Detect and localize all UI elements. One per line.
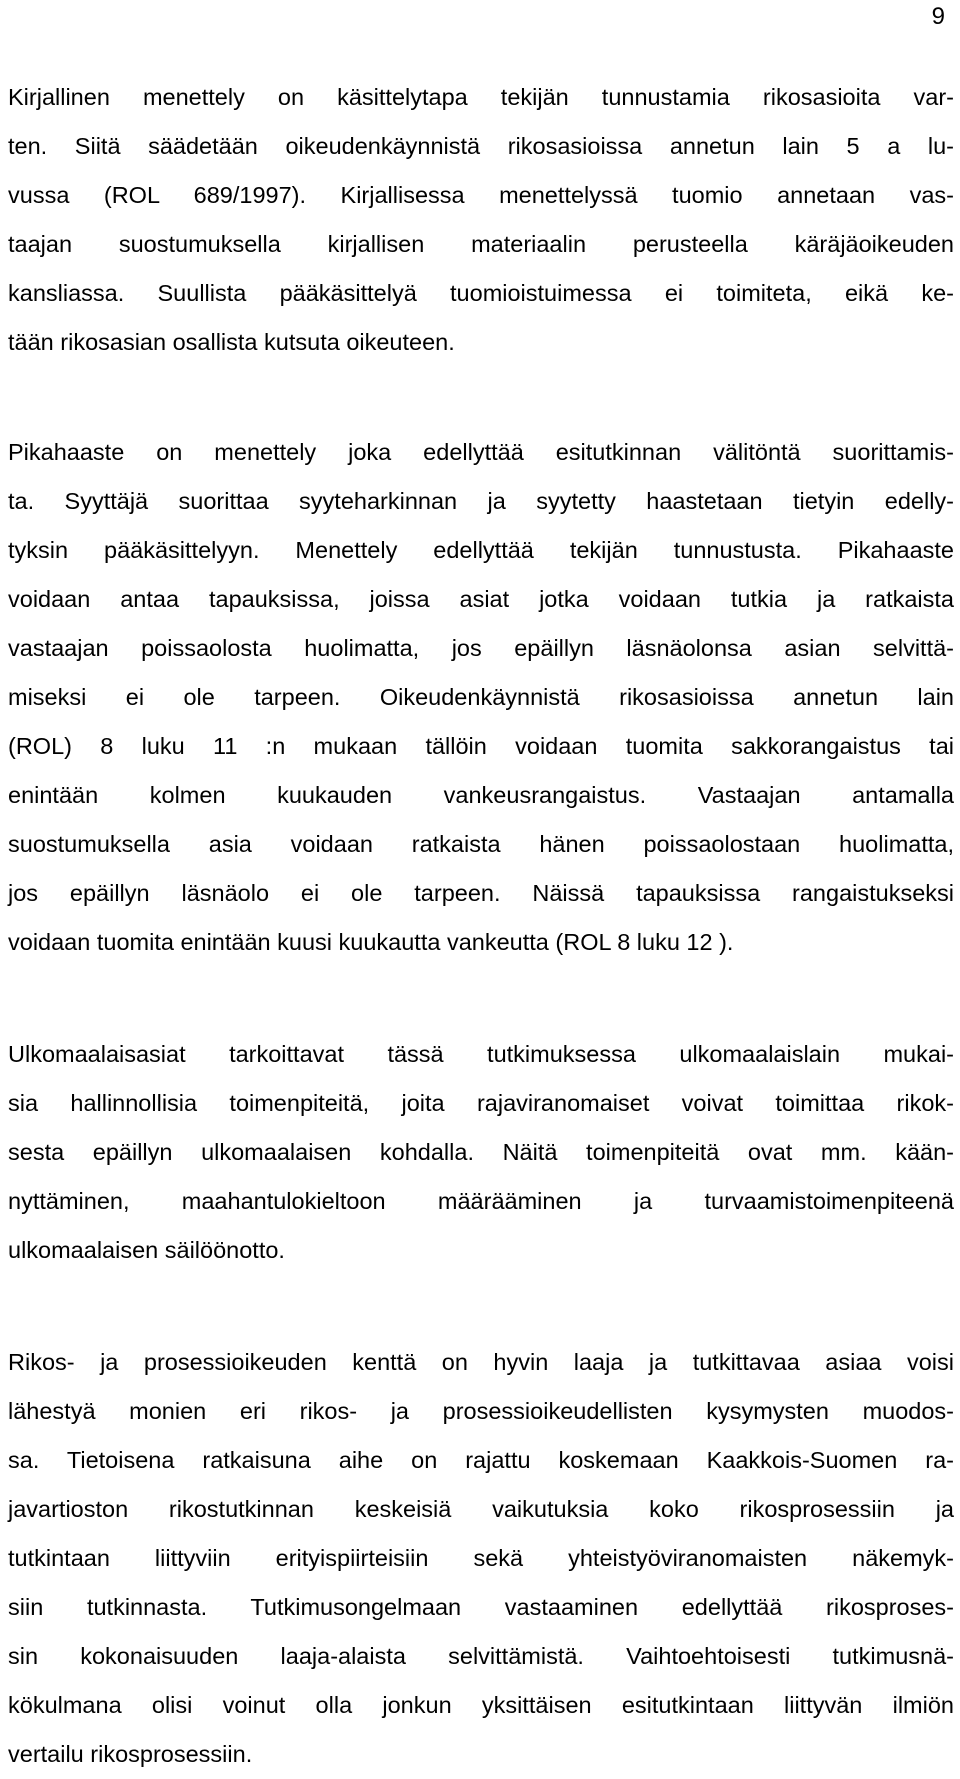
text-line: vertailu rikosprosessiin.	[8, 1741, 253, 1767]
paragraph-pikahaaste	[8, 428, 954, 967]
text-line: voidaan antaa tapauksissa, joissa asiat jotka voidaan tutkia ja ratkaista	[8, 586, 954, 612]
text-line: sin kokonaisuuden laaja-alaista selvittämistä. Vaihtoehtoisesti tutkimusnä-	[8, 1643, 954, 1669]
text-line: Ulkomaalaisasiat tarkoittavat tässä tutkimuksessa ulkomaalaislain mukai-	[8, 1041, 954, 1067]
paragraph-kirjallinen-menettely	[8, 73, 954, 367]
page-number: 9	[931, 3, 945, 30]
text-line: Rikos- ja prosessioikeuden kenttä on hyvin laaja ja tutkittavaa asiaa voisi	[8, 1349, 954, 1375]
text-line: vastaajan poissaolosta huolimatta, jos epäillyn läsnäolonsa asian selvittä-	[8, 635, 954, 661]
text-line: miseksi ei ole tarpeen. Oikeudenkäynnistä rikosasioissa annetun lain	[8, 684, 954, 710]
text-line: tyksin pääkäsittelyyn. Menettely edellyttää tekijän tunnustusta. Pikahaaste	[8, 537, 954, 563]
text-line: nyttäminen, maahantulokieltoon määrääminen ja turvaamistoimenpiteenä	[8, 1188, 954, 1214]
text-line: sia hallinnollisia toimenpiteitä, joita rajaviranomaiset voivat toimittaa rikok-	[8, 1090, 954, 1116]
text-line: enintään kolmen kuukauden vankeusrangaistus. Vastaajan antamalla	[8, 782, 954, 808]
text-line: vussa (ROL 689/1997). Kirjallisessa menettelyssä tuomio annetaan vas-	[8, 182, 954, 208]
text-line: tutkintaan liittyviin erityispiirteisiin sekä yhteistyöviranomaisten näkemyk-	[8, 1545, 954, 1571]
text-line: taajan suostumuksella kirjallisen materiaalin perusteella käräjäoikeuden	[8, 231, 954, 257]
text-line: sa. Tietoisena ratkaisuna aihe on rajattu koskemaan Kaakkois-Suomen ra-	[8, 1447, 954, 1473]
text-line: siin tutkinnasta. Tutkimusongelmaan vastaaminen edellyttää rikosproses-	[8, 1594, 954, 1620]
text-line: voidaan tuomita enintään kuusi kuukautta vankeutta (ROL 8 luku 12 ).	[8, 929, 734, 955]
text-line: javartioston rikostutkinnan keskeisiä vaikutuksia koko rikosprosessiin ja	[8, 1496, 954, 1522]
paragraph-rikos-ja-prosessioikeus	[8, 1338, 954, 1779]
text-line: jos epäillyn läsnäolo ei ole tarpeen. Näissä tapauksissa rangaistukseksi	[8, 880, 954, 906]
text-line: tään rikosasian osallista kutsuta oikeuteen.	[8, 329, 455, 355]
text-line: Pikahaaste on menettely joka edellyttää esitutkinnan välitöntä suorittamis-	[8, 439, 954, 465]
text-line: kansliassa. Suullista pääkäsittelyä tuomioistuimessa ei toimiteta, eikä ke-	[8, 280, 954, 306]
text-line: lähestyä monien eri rikos- ja prosessioikeudellisten kysymysten muodos-	[8, 1398, 954, 1424]
text-line: kökulmana olisi voinut olla jonkun yksittäisen esitutkintaan liittyvän ilmiön	[8, 1692, 954, 1718]
text-line: ten. Siitä säädetään oikeudenkäynnistä rikosasioissa annetun lain 5 a lu-	[8, 133, 954, 159]
paragraph-ulkomaalaisasiat	[8, 1030, 954, 1275]
text-line: suostumuksella asia voidaan ratkaista hänen poissaolostaan huolimatta,	[8, 831, 954, 857]
text-line: Kirjallinen menettely on käsittelytapa tekijän tunnustamia rikosasioita var-	[8, 84, 954, 110]
text-line: sesta epäillyn ulkomaalaisen kohdalla. Näitä toimenpiteitä ovat mm. kään-	[8, 1139, 954, 1165]
text-line: ulkomaalaisen säilöönotto.	[8, 1237, 285, 1263]
text-line: (ROL) 8 luku 11 :n mukaan tällöin voidaan tuomita sakkorangaistus tai	[8, 733, 954, 759]
text-line: ta. Syyttäjä suorittaa syyteharkinnan ja syytetty haastetaan tietyin edelly-	[8, 488, 954, 514]
